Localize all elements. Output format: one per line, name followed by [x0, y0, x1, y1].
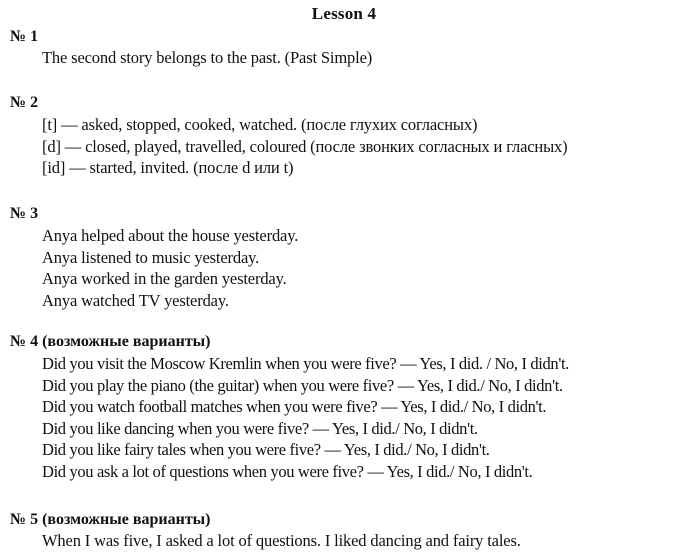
exercise-3-line-2: Anya listened to music yesterday.	[42, 247, 260, 267]
exercise-2-lines	[42, 114, 688, 179]
exercise-5-line-1: When I was five, I asked a lot of questions. I liked dancing and fairy tales.	[42, 531, 521, 550]
exercise-4-line-3: Did you watch football matches when you were five? — Yes, I did./ No, I didn't.	[42, 397, 547, 416]
exercise-4-line-5: Did you like fairy tales when you were five? — Yes, I did./ No, I didn't.	[42, 440, 490, 459]
exercise-2	[0, 94, 688, 177]
exercise-4-lines	[42, 353, 688, 482]
exercise-2-line-2: [d] — closed, played, travelled, coloured (после звонких согласных и гласных)	[42, 136, 568, 156]
exercise-5-lines	[42, 530, 688, 552]
exercise-2-heading: № 2	[10, 94, 39, 111]
exercise-1-line-1: The second story belongs to the past. (Past Simple)	[42, 48, 373, 67]
exercise-3	[0, 205, 688, 309]
exercise-3-line-3: Anya worked in the garden yesterday.	[42, 269, 287, 288]
exercise-4-line-1: Did you visit the Moscow Kremlin when you were five? — Yes, I did. / No, I didn't.	[42, 354, 569, 373]
exercise-1	[0, 28, 688, 68]
exercise-2-line-3: [id] — started, invited. (после d или t)	[42, 158, 294, 177]
exercise-4-line-4: Did you like dancing when you were five? — Yes, I did./ No, I didn't.	[42, 418, 478, 438]
exercise-3-line-1: Anya helped about the house yesterday.	[42, 226, 299, 245]
exercise-2-line-1: [t] — asked, stopped, cooked, watched. (после глухих согласных)	[42, 115, 478, 134]
exercise-1-heading: № 1	[10, 28, 39, 45]
lesson-title: Lesson 4	[311, 4, 377, 23]
exercise-1-lines	[42, 47, 688, 69]
exercise-4-line-2: Did you play the piano (the guitar) when you were five? — Yes, I did./ No, I didn't.	[42, 375, 563, 395]
exercise-5-heading: № 5 (возможные варианты)	[10, 511, 211, 528]
exercise-4-line-6: Did you ask a lot of questions when you were five? — Yes, I did./ No, I didn't.	[42, 461, 533, 481]
exercise-4	[0, 333, 688, 480]
exercise-5	[0, 511, 688, 551]
exercise-3-lines	[42, 225, 688, 311]
exercise-3-heading: № 3	[10, 205, 39, 222]
exercise-3-line-4: Anya watched TV yesterday.	[42, 290, 229, 310]
exercise-4-heading: № 4 (возможные варианты)	[10, 333, 211, 350]
